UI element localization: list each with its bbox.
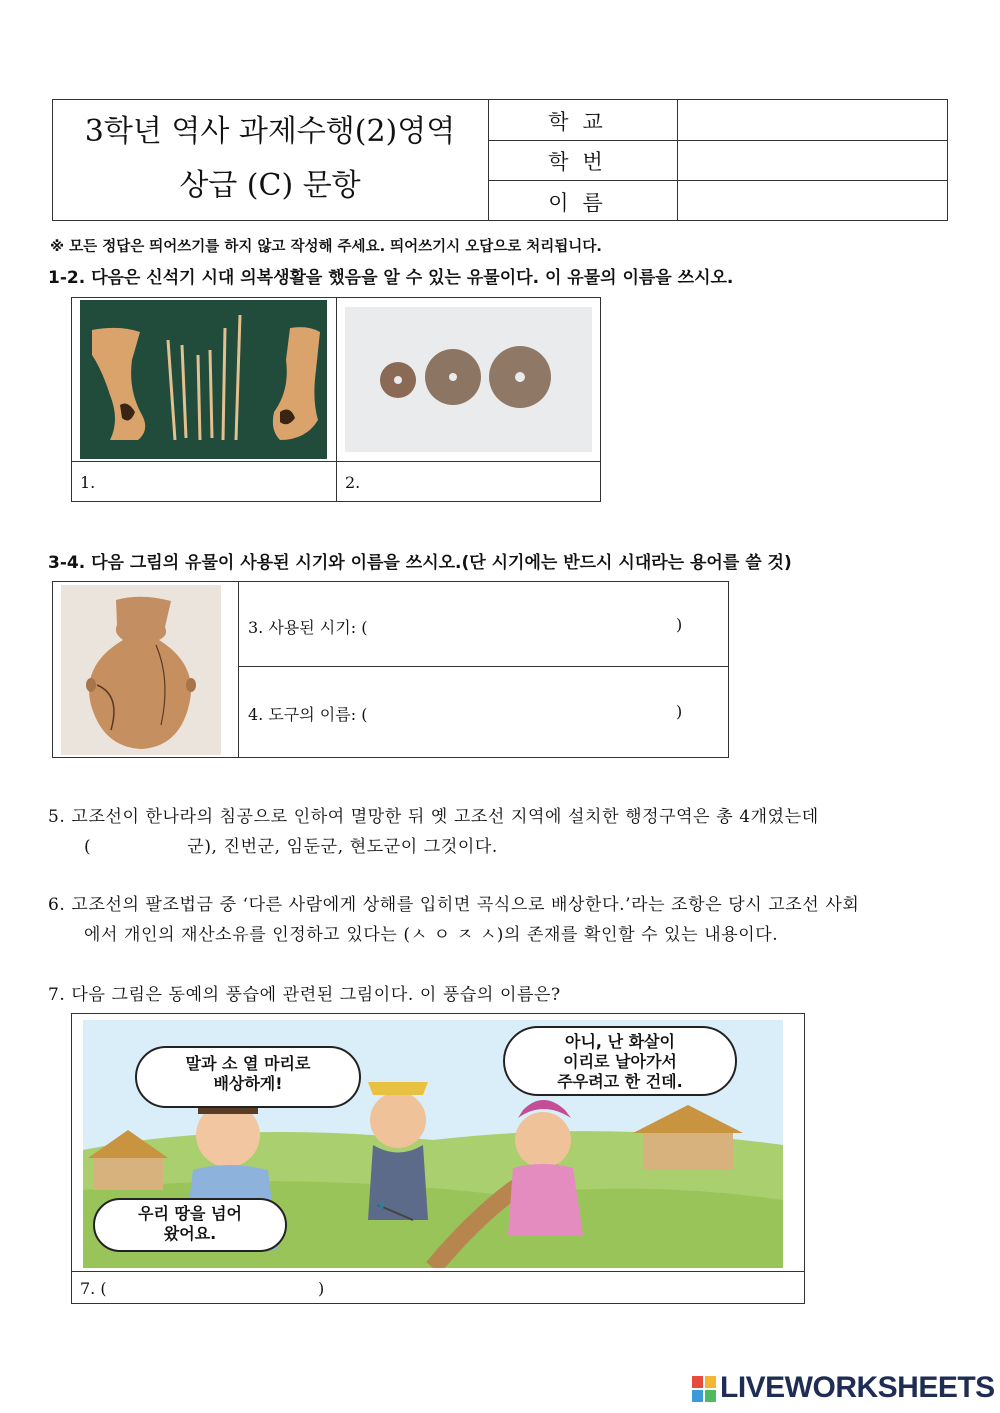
- q34-row-divider: [238, 666, 729, 667]
- answer-7-close: ): [318, 1279, 325, 1298]
- q12-row-divider: [71, 461, 601, 462]
- answer-5-input[interactable]: [96, 828, 178, 854]
- answer-2-input[interactable]: [365, 465, 595, 498]
- answer-4-label: 4. 도구의 이름: (: [248, 705, 368, 724]
- logo-mark-icon: [692, 1376, 716, 1402]
- answer-7-label: 7. (: [80, 1279, 107, 1298]
- q7-row-divider: [71, 1271, 805, 1272]
- pottery-image: [61, 585, 221, 755]
- header-row-2: [488, 180, 948, 181]
- header-divider-2: [677, 99, 678, 221]
- answer-4-close: ): [676, 702, 683, 721]
- logo-text: LIVEWORKSHEETS: [720, 1371, 995, 1404]
- question-7-prompt: 7. 다음 그림은 동예의 풍습에 관련된 그림이다. 이 풍습의 이름은?: [48, 985, 561, 1005]
- answer-3-label: 3. 사용된 시기: (: [248, 618, 368, 637]
- liveworksheets-logo: [688, 1371, 995, 1407]
- bone-needles-image: [80, 300, 327, 459]
- worksheet-title-line1: 3학년 역사 과제수행(2)영역: [84, 114, 456, 149]
- speech-bubble-1: 말과 소 열 마리로 배상하게!: [135, 1046, 361, 1108]
- header-row-1: [488, 140, 948, 141]
- name-input[interactable]: [679, 182, 946, 219]
- instruction-note: ※ 모든 정답은 띄어쓰기를 하지 않고 작성해 주세요. 띄어쓰기시 오답으로 처리됩니다.: [50, 239, 602, 255]
- answer-7-input[interactable]: [110, 1275, 315, 1301]
- student-number-input[interactable]: [679, 142, 946, 179]
- q12-col-divider: [336, 297, 337, 502]
- q34-col-divider: [238, 581, 239, 758]
- answer-3-close: ): [676, 615, 683, 634]
- answer-3-input[interactable]: [396, 609, 672, 639]
- question-3-4-prompt: 3-4. 다음 그림의 유물이 사용된 시기와 이름을 쓰시오.(단 시기에는 반드시 시대라는 용어를 쓸 것): [48, 553, 792, 573]
- worksheet-title-line2: 상급 (C) 문항: [179, 168, 361, 203]
- question-6-line1: 6. 고조선의 팔조법금 중 ‘다른 사람에게 상해를 입히면 곡식으로 배상한다.’라는 조항은 당시 고조선 사회: [48, 895, 860, 915]
- speech-bubble-3: 우리 땅을 넘어 왔어요.: [93, 1198, 287, 1252]
- answer-4-input[interactable]: [396, 696, 672, 726]
- school-input[interactable]: [679, 101, 946, 139]
- question-6-line2: 에서 개인의 재산소유를 인정하고 있다는 (ㅅ ㅇ ㅈ ㅅ)의 존재를 확인할 수 있는 내용이다.: [84, 925, 779, 945]
- question-5-line2: ( 군), 진번군, 임둔군, 현도군이 그것이다.: [84, 837, 498, 857]
- cartoon-image: [83, 1020, 783, 1268]
- question-1-2-prompt: 1-2. 다음은 신석기 시대 의복생활을 했음을 알 수 있는 유물이다. 이 유물의 이름을 쓰시오.: [48, 268, 734, 288]
- answer-1-label: 1.: [80, 473, 96, 492]
- spindle-whorls-image: [345, 307, 592, 452]
- student-number-label: 학번: [548, 150, 617, 174]
- answer-1-input[interactable]: [100, 465, 330, 498]
- school-label: 학교: [548, 110, 617, 134]
- name-label: 이름: [548, 191, 617, 215]
- speech-bubble-2: 아니, 난 화살이 이리로 날아가서 주우려고 한 건데.: [503, 1026, 737, 1096]
- question-5-line1: 5. 고조선이 한나라의 침공으로 인하여 멸망한 뒤 옛 고조선 지역에 설치한 행정구역은 총 4개였는데: [48, 807, 819, 827]
- answer-2-label: 2.: [345, 473, 361, 492]
